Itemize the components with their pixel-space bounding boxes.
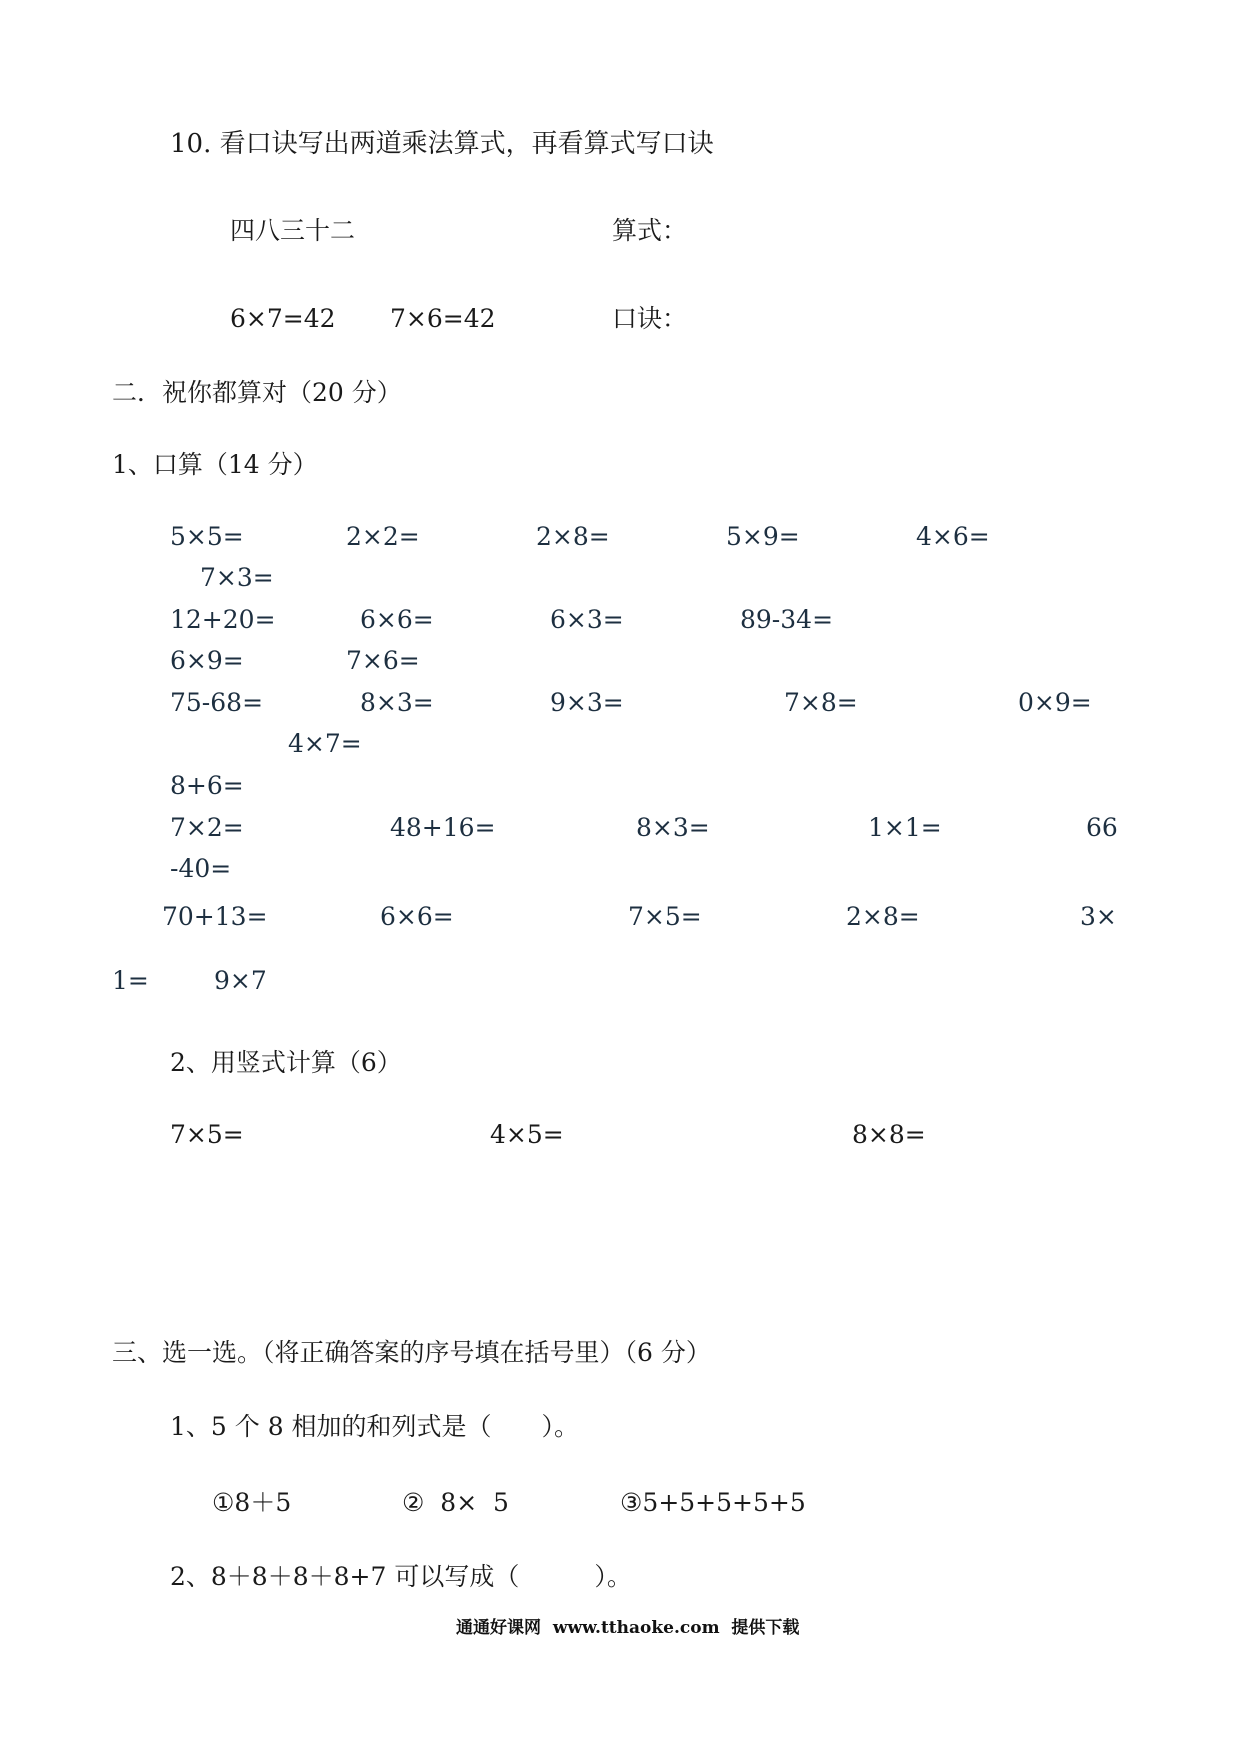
oral-problem: 7×3= <box>200 563 274 592</box>
oral-problem: 3× <box>1080 902 1117 931</box>
section3-q2: 2、8＋8＋8＋8+7 可以写成（ ）。 <box>170 1562 632 1591</box>
oral-problem: 6×9= <box>170 646 244 675</box>
q1-option-1: ①8＋5 <box>212 1488 292 1517</box>
oral-problem: 12+20= <box>170 605 276 634</box>
oral-problem: 7×2= <box>170 813 244 842</box>
oral-problem: 89-34= <box>740 605 834 634</box>
oral-problem: 8×3= <box>636 813 710 842</box>
section3-q1: 1、5 个 8 相加的和列式是（ ）。 <box>170 1412 580 1441</box>
q10-rhyme-label: 口诀： <box>612 304 688 333</box>
oral-problem: 7×8= <box>784 688 858 717</box>
vertical-problem: 4×5= <box>490 1120 564 1149</box>
section3-title: 三、选一选。（将正确答案的序号填在括号里）（6 分） <box>112 1338 711 1367</box>
oral-problem: 2×2= <box>346 522 420 551</box>
q10-rhyme: 四八三十二 <box>230 216 356 245</box>
q1-option-3: ③5+5+5+5+5 <box>620 1488 806 1517</box>
oral-problem: 48+16= <box>390 813 496 842</box>
q1-option-2: ② 8× 5 <box>402 1488 509 1517</box>
oral-problem: 6×3= <box>550 605 624 634</box>
oral-problem: 1= <box>112 966 149 995</box>
oral-problem: 0×9= <box>1018 688 1092 717</box>
q10-equation-2: 7×6=42 <box>390 304 496 333</box>
oral-problem: 2×8= <box>846 902 920 931</box>
oral-problem: 9×3= <box>550 688 624 717</box>
oral-problem: 7×6= <box>346 646 420 675</box>
vertical-problem: 8×8= <box>852 1120 926 1149</box>
oral-problem: 8+6= <box>170 771 244 800</box>
oral-problem: 4×7= <box>288 729 362 758</box>
oral-problem: 70+13= <box>162 902 268 931</box>
q10-formula-label: 算式： <box>612 216 688 245</box>
oral-problem: 6×6= <box>380 902 454 931</box>
q10-title: 10. 看口诀写出两道乘法算式，再看算式写口诀 <box>170 129 714 159</box>
oral-problem: 9×7 <box>214 966 267 995</box>
q10-equation-1: 6×7=42 <box>230 304 336 333</box>
oral-problem: 66 <box>1086 813 1118 842</box>
oral-problem: -40= <box>170 854 232 883</box>
oral-problem: 2×8= <box>536 522 610 551</box>
oral-problem: 4×6= <box>916 522 990 551</box>
oral-problem: 8×3= <box>360 688 434 717</box>
vertical-problem: 7×5= <box>170 1120 244 1149</box>
oral-problem: 7×5= <box>628 902 702 931</box>
oral-problem: 5×5= <box>170 522 244 551</box>
footer-credit: 通通好课网 www.tthaoke.com 提供下载 <box>456 1618 800 1638</box>
section2-title: 二．祝你都算对（20 分） <box>112 378 402 407</box>
oral-problem: 1×1= <box>868 813 942 842</box>
section2-part2-title: 2、用竖式计算（6） <box>170 1048 402 1077</box>
section2-part1-title: 1、口算（14 分） <box>112 450 318 479</box>
oral-problem: 75-68= <box>170 688 264 717</box>
oral-problem: 6×6= <box>360 605 434 634</box>
oral-problem: 5×9= <box>726 522 800 551</box>
